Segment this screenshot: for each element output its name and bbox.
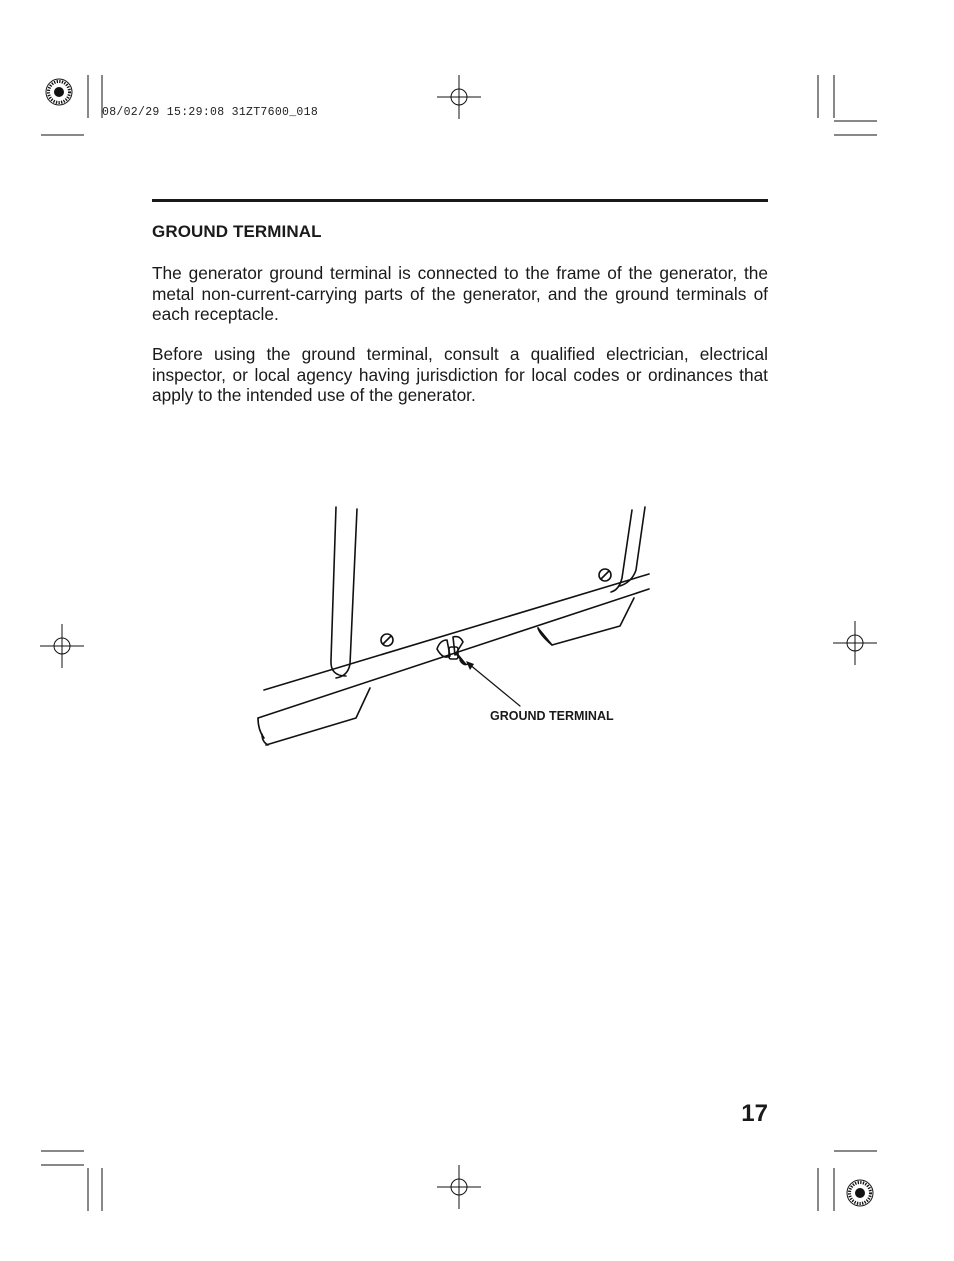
registration-crosshair-right [833,621,877,665]
registration-crosshair-left [40,624,84,668]
page-number: 17 [741,1100,768,1127]
registration-crosshair-top [437,75,481,119]
frame-post-left [331,507,346,676]
print-timestamp: 08/02/29 15:29:08 31ZT7600_018 [102,106,319,119]
paragraph-consult-electrician: Before using the ground terminal, consult a qualified electrician, electrical inspector, or local agency having jurisdiction for local codes or ordinances that apply to the intended use of the generator. [152,344,768,406]
crop-mark-top-right [818,75,877,135]
callout-leader-line [469,664,520,706]
section-title: GROUND TERMINAL [152,222,322,241]
crop-mark-bottom-right [818,1151,877,1211]
header-rule [152,199,768,202]
paragraph-terminal-description: The generator ground terminal is connected to the frame of the generator, the metal non-current-carrying parts of the generator, and the ground terminals of each receptacle. [152,263,768,325]
crop-mark-top-left [41,75,102,135]
frame-rail-lower [258,589,649,718]
callout-arrow-head [466,661,474,670]
crop-mark-bottom-left [41,1151,102,1211]
registration-starburst-top-left [46,79,72,105]
registration-starburst-bottom-right [847,1180,873,1206]
registration-crosshair-bottom [437,1165,481,1209]
frame-rail-upper [264,574,649,690]
ground-terminal-callout: GROUND TERMINAL [490,709,614,723]
